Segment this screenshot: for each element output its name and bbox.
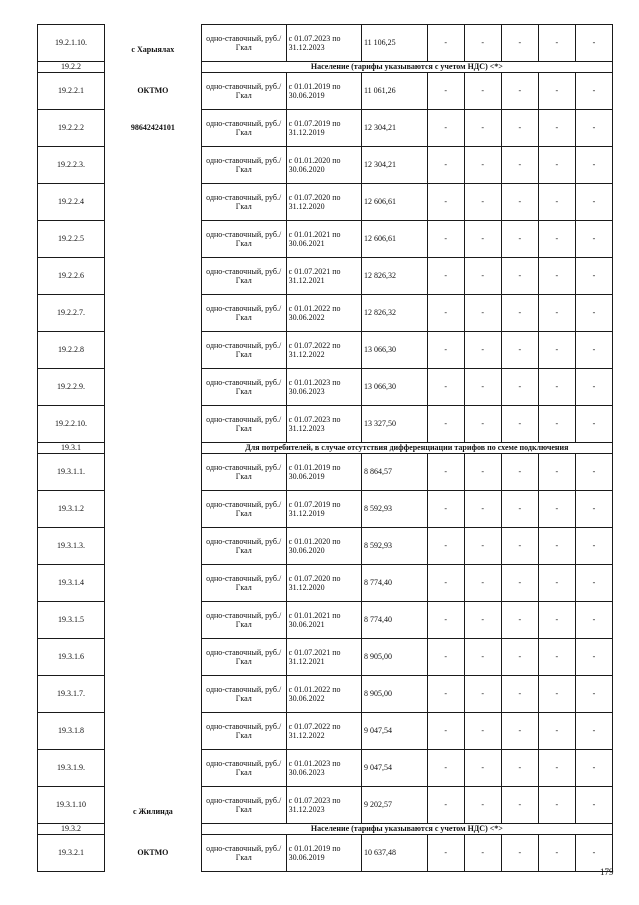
empty-value-dash: -	[501, 110, 538, 147]
tariff-value: 8 592,93	[361, 528, 427, 565]
tariff-value: 9 202,57	[361, 787, 427, 824]
section-title: Население (тарифы указываются с учетом НДС) <*>	[201, 824, 612, 835]
tariff-period: с 01.01.2020 по 30.06.2020	[286, 147, 361, 184]
empty-value-dash: -	[538, 295, 575, 332]
row-code: 19.2.2.1	[38, 73, 105, 110]
tariff-value: 12 304,21	[361, 110, 427, 147]
tariff-type: одно-ставочный, руб./Гкал	[201, 147, 286, 184]
empty-value-dash: -	[501, 221, 538, 258]
tariff-period: с 01.07.2020 по 31.12.2020	[286, 565, 361, 602]
settlement-cell	[104, 454, 201, 491]
empty-value-dash: -	[538, 602, 575, 639]
table-row	[38, 491, 613, 528]
empty-value-dash: -	[575, 25, 612, 62]
empty-value-dash: -	[464, 184, 501, 221]
settlement-cell	[104, 824, 201, 835]
empty-value-dash: -	[538, 184, 575, 221]
tariff-period: с 01.01.2019 по 30.06.2019	[286, 73, 361, 110]
settlement-cell	[104, 184, 201, 221]
row-code: 19.2.2.4	[38, 184, 105, 221]
empty-value-dash: -	[501, 406, 538, 443]
empty-value-dash: -	[575, 565, 612, 602]
tariff-period: с 01.07.2021 по 31.12.2021	[286, 258, 361, 295]
tariff-value: 13 327,50	[361, 406, 427, 443]
tariff-type: одно-ставочный, руб./Гкал	[201, 221, 286, 258]
tariff-type: одно-ставочный, руб./Гкал	[201, 73, 286, 110]
empty-value-dash: -	[501, 639, 538, 676]
section-code: 19.3.1	[38, 443, 105, 454]
tariff-type: одно-ставочный, руб./Гкал	[201, 835, 286, 872]
empty-value-dash: -	[427, 676, 464, 713]
tariff-value: 10 637,48	[361, 835, 427, 872]
row-code: 19.3.1.3.	[38, 528, 105, 565]
tariff-value: 8 774,40	[361, 565, 427, 602]
empty-value-dash: -	[575, 221, 612, 258]
tariff-period: с 01.01.2019 по 30.06.2019	[286, 835, 361, 872]
empty-value-dash: -	[575, 835, 612, 872]
settlement-label: с Жилинда	[132, 807, 173, 817]
tariff-table-body	[38, 25, 613, 872]
tariff-type: одно-ставочный, руб./Гкал	[201, 258, 286, 295]
empty-value-dash: -	[464, 295, 501, 332]
tariff-period: с 01.01.2019 по 30.06.2019	[286, 454, 361, 491]
settlement-cell	[104, 713, 201, 750]
tariff-value: 9 047,54	[361, 713, 427, 750]
empty-value-dash: -	[538, 528, 575, 565]
table-row	[38, 454, 613, 491]
section-code: 19.3.2	[38, 824, 105, 835]
empty-value-dash: -	[575, 602, 612, 639]
row-code: 19.3.1.6	[38, 639, 105, 676]
settlement-cell	[104, 25, 201, 62]
settlement-cell	[104, 110, 201, 147]
empty-value-dash: -	[464, 406, 501, 443]
table-row	[38, 713, 613, 750]
empty-value-dash: -	[501, 602, 538, 639]
empty-value-dash: -	[427, 454, 464, 491]
empty-value-dash: -	[464, 110, 501, 147]
empty-value-dash: -	[538, 25, 575, 62]
empty-value-dash: -	[538, 565, 575, 602]
row-code: 19.3.1.7.	[38, 676, 105, 713]
section-title: Население (тарифы указываются с учетом НДС) <*>	[201, 62, 612, 73]
settlement-cell	[104, 332, 201, 369]
row-code: 19.3.1.8	[38, 713, 105, 750]
empty-value-dash: -	[575, 110, 612, 147]
empty-value-dash: -	[575, 454, 612, 491]
table-row	[38, 676, 613, 713]
tariff-period: с 01.07.2022 по 31.12.2022	[286, 332, 361, 369]
empty-value-dash: -	[427, 565, 464, 602]
tariff-value: 8 905,00	[361, 676, 427, 713]
settlement-cell	[104, 406, 201, 443]
empty-value-dash: -	[575, 639, 612, 676]
tariff-value: 11 106,25	[361, 25, 427, 62]
empty-value-dash: -	[575, 369, 612, 406]
tariff-type: одно-ставочный, руб./Гкал	[201, 491, 286, 528]
empty-value-dash: -	[538, 713, 575, 750]
table-row	[38, 528, 613, 565]
tariff-type: одно-ставочный, руб./Гкал	[201, 528, 286, 565]
tariff-type: одно-ставочный, руб./Гкал	[201, 713, 286, 750]
empty-value-dash: -	[575, 332, 612, 369]
empty-value-dash: -	[538, 147, 575, 184]
empty-value-dash: -	[538, 332, 575, 369]
empty-value-dash: -	[501, 787, 538, 824]
settlement-cell	[104, 258, 201, 295]
settlement-label: ОКТМО	[137, 86, 169, 96]
empty-value-dash: -	[464, 750, 501, 787]
empty-value-dash: -	[501, 332, 538, 369]
row-code: 19.2.2.5	[38, 221, 105, 258]
table-row	[38, 787, 613, 824]
empty-value-dash: -	[464, 369, 501, 406]
empty-value-dash: -	[464, 602, 501, 639]
empty-value-dash: -	[501, 369, 538, 406]
empty-value-dash: -	[501, 528, 538, 565]
row-code: 19.3.1.1.	[38, 454, 105, 491]
table-row	[38, 221, 613, 258]
empty-value-dash: -	[427, 602, 464, 639]
empty-value-dash: -	[575, 73, 612, 110]
empty-value-dash: -	[427, 221, 464, 258]
empty-value-dash: -	[501, 295, 538, 332]
empty-value-dash: -	[538, 750, 575, 787]
settlement-cell	[104, 491, 201, 528]
page-number: 179	[600, 867, 614, 877]
empty-value-dash: -	[464, 528, 501, 565]
empty-value-dash: -	[464, 25, 501, 62]
empty-value-dash: -	[464, 332, 501, 369]
empty-value-dash: -	[538, 676, 575, 713]
settlement-label: 98642424101	[130, 123, 175, 133]
empty-value-dash: -	[427, 110, 464, 147]
tariff-value: 13 066,30	[361, 332, 427, 369]
empty-value-dash: -	[427, 258, 464, 295]
table-row	[38, 406, 613, 443]
empty-value-dash: -	[427, 491, 464, 528]
empty-value-dash: -	[575, 258, 612, 295]
row-code: 19.2.2.7.	[38, 295, 105, 332]
empty-value-dash: -	[427, 713, 464, 750]
empty-value-dash: -	[501, 73, 538, 110]
settlement-cell	[104, 750, 201, 787]
settlement-cell	[104, 676, 201, 713]
row-code: 19.3.1.9.	[38, 750, 105, 787]
tariff-type: одно-ставочный, руб./Гкал	[201, 110, 286, 147]
empty-value-dash: -	[575, 491, 612, 528]
table-row	[38, 73, 613, 110]
empty-value-dash: -	[575, 184, 612, 221]
settlement-cell	[104, 62, 201, 73]
empty-value-dash: -	[501, 676, 538, 713]
tariff-value: 12 606,61	[361, 184, 427, 221]
row-code: 19.3.1.5	[38, 602, 105, 639]
row-code: 19.2.1.10.	[38, 25, 105, 62]
tariff-value: 12 304,21	[361, 147, 427, 184]
empty-value-dash: -	[575, 528, 612, 565]
tariff-period: с 01.07.2019 по 31.12.2019	[286, 110, 361, 147]
settlement-cell	[104, 73, 201, 110]
tariff-period: с 01.07.2023 по 31.12.2023	[286, 406, 361, 443]
tariff-type: одно-ставочный, руб./Гкал	[201, 750, 286, 787]
tariff-period: с 01.01.2022 по 30.06.2022	[286, 676, 361, 713]
tariff-type: одно-ставочный, руб./Гкал	[201, 332, 286, 369]
empty-value-dash: -	[501, 25, 538, 62]
empty-value-dash: -	[427, 25, 464, 62]
empty-value-dash: -	[501, 713, 538, 750]
table-row	[38, 602, 613, 639]
tariff-period: с 01.01.2021 по 30.06.2021	[286, 602, 361, 639]
tariff-period: с 01.01.2023 по 30.06.2023	[286, 369, 361, 406]
empty-value-dash: -	[427, 406, 464, 443]
empty-value-dash: -	[464, 676, 501, 713]
table-row	[38, 332, 613, 369]
settlement-label: с Харыялах	[131, 45, 175, 55]
tariff-value: 9 047,54	[361, 750, 427, 787]
settlement-cell	[104, 565, 201, 602]
empty-value-dash: -	[575, 787, 612, 824]
settlement-cell	[104, 528, 201, 565]
row-code: 19.3.1.10	[38, 787, 105, 824]
empty-value-dash: -	[464, 787, 501, 824]
tariff-value: 12 606,61	[361, 221, 427, 258]
tariff-type: одно-ставочный, руб./Гкал	[201, 25, 286, 62]
settlement-cell	[104, 835, 201, 872]
table-row	[38, 147, 613, 184]
empty-value-dash: -	[427, 369, 464, 406]
empty-value-dash: -	[427, 639, 464, 676]
tariff-type: одно-ставочный, руб./Гкал	[201, 369, 286, 406]
empty-value-dash: -	[538, 369, 575, 406]
tariff-period: с 01.07.2019 по 31.12.2019	[286, 491, 361, 528]
row-code: 19.2.2.10.	[38, 406, 105, 443]
empty-value-dash: -	[538, 258, 575, 295]
empty-value-dash: -	[427, 73, 464, 110]
section-title: Для потребителей, в случае отсутствия дифференциации тарифов по схеме подключения	[201, 443, 612, 454]
empty-value-dash: -	[427, 184, 464, 221]
empty-value-dash: -	[538, 787, 575, 824]
row-code: 19.2.2.8	[38, 332, 105, 369]
table-row	[38, 110, 613, 147]
empty-value-dash: -	[427, 332, 464, 369]
tariff-value: 8 592,93	[361, 491, 427, 528]
row-code: 19.2.2.9.	[38, 369, 105, 406]
tariff-period: с 01.01.2020 по 30.06.2020	[286, 528, 361, 565]
empty-value-dash: -	[464, 454, 501, 491]
table-row	[38, 565, 613, 602]
empty-value-dash: -	[464, 713, 501, 750]
row-code: 19.2.2.6	[38, 258, 105, 295]
settlement-cell	[104, 147, 201, 184]
empty-value-dash: -	[464, 258, 501, 295]
tariff-period: с 01.01.2023 по 30.06.2023	[286, 750, 361, 787]
section-header-row	[38, 824, 613, 835]
empty-value-dash: -	[538, 406, 575, 443]
table-row	[38, 258, 613, 295]
empty-value-dash: -	[575, 750, 612, 787]
empty-value-dash: -	[575, 713, 612, 750]
empty-value-dash: -	[575, 676, 612, 713]
empty-value-dash: -	[501, 454, 538, 491]
tariff-type: одно-ставочный, руб./Гкал	[201, 454, 286, 491]
empty-value-dash: -	[464, 491, 501, 528]
tariff-period: с 01.07.2023 по 31.12.2023	[286, 25, 361, 62]
empty-value-dash: -	[464, 147, 501, 184]
section-header-row	[38, 62, 613, 73]
empty-value-dash: -	[501, 835, 538, 872]
tariff-value: 11 061,26	[361, 73, 427, 110]
empty-value-dash: -	[538, 454, 575, 491]
empty-value-dash: -	[575, 406, 612, 443]
empty-value-dash: -	[464, 835, 501, 872]
settlement-cell	[104, 787, 201, 824]
row-code: 19.2.2.3.	[38, 147, 105, 184]
empty-value-dash: -	[501, 750, 538, 787]
row-code: 19.2.2.2	[38, 110, 105, 147]
tariff-period: с 01.07.2023 по 31.12.2023	[286, 787, 361, 824]
table-row	[38, 835, 613, 872]
row-code: 19.3.2.1	[38, 835, 105, 872]
empty-value-dash: -	[501, 147, 538, 184]
tariff-period: с 01.01.2022 по 30.06.2022	[286, 295, 361, 332]
settlement-cell	[104, 369, 201, 406]
empty-value-dash: -	[501, 184, 538, 221]
tariff-period: с 01.07.2020 по 31.12.2020	[286, 184, 361, 221]
table-row	[38, 184, 613, 221]
table-row	[38, 25, 613, 62]
section-code: 19.2.2	[38, 62, 105, 73]
tariff-type: одно-ставочный, руб./Гкал	[201, 565, 286, 602]
empty-value-dash: -	[538, 110, 575, 147]
tariff-type: одно-ставочный, руб./Гкал	[201, 295, 286, 332]
empty-value-dash: -	[501, 491, 538, 528]
settlement-cell	[104, 639, 201, 676]
empty-value-dash: -	[501, 258, 538, 295]
tariff-value: 8 905,00	[361, 639, 427, 676]
tariff-type: одно-ставочный, руб./Гкал	[201, 676, 286, 713]
empty-value-dash: -	[575, 295, 612, 332]
empty-value-dash: -	[464, 565, 501, 602]
row-code: 19.3.1.2	[38, 491, 105, 528]
empty-value-dash: -	[538, 221, 575, 258]
tariff-table	[37, 24, 613, 872]
empty-value-dash: -	[427, 835, 464, 872]
tariff-type: одно-ставочный, руб./Гкал	[201, 602, 286, 639]
table-row	[38, 750, 613, 787]
empty-value-dash: -	[538, 491, 575, 528]
empty-value-dash: -	[464, 221, 501, 258]
tariff-value: 8 774,40	[361, 602, 427, 639]
empty-value-dash: -	[427, 147, 464, 184]
table-row	[38, 639, 613, 676]
tariff-type: одно-ставочный, руб./Гкал	[201, 787, 286, 824]
row-code: 19.3.1.4	[38, 565, 105, 602]
settlement-cell	[104, 602, 201, 639]
settlement-cell	[104, 443, 201, 454]
tariff-period: с 01.07.2022 по 31.12.2022	[286, 713, 361, 750]
tariff-value: 8 864,57	[361, 454, 427, 491]
settlement-cell	[104, 221, 201, 258]
tariff-value: 12 826,32	[361, 295, 427, 332]
empty-value-dash: -	[538, 639, 575, 676]
empty-value-dash: -	[575, 147, 612, 184]
empty-value-dash: -	[464, 639, 501, 676]
empty-value-dash: -	[538, 73, 575, 110]
table-row	[38, 369, 613, 406]
table-row	[38, 295, 613, 332]
empty-value-dash: -	[427, 528, 464, 565]
empty-value-dash: -	[538, 835, 575, 872]
tariff-period: с 01.07.2021 по 31.12.2021	[286, 639, 361, 676]
empty-value-dash: -	[427, 787, 464, 824]
settlement-label: ОКТМО	[137, 848, 169, 858]
empty-value-dash: -	[464, 73, 501, 110]
empty-value-dash: -	[427, 750, 464, 787]
empty-value-dash: -	[501, 565, 538, 602]
tariff-value: 13 066,30	[361, 369, 427, 406]
empty-value-dash: -	[427, 295, 464, 332]
tariff-type: одно-ставочный, руб./Гкал	[201, 184, 286, 221]
tariff-value: 12 826,32	[361, 258, 427, 295]
section-header-row	[38, 443, 613, 454]
tariff-period: с 01.01.2021 по 30.06.2021	[286, 221, 361, 258]
settlement-cell	[104, 295, 201, 332]
tariff-type: одно-ставочный, руб./Гкал	[201, 639, 286, 676]
tariff-type: одно-ставочный, руб./Гкал	[201, 406, 286, 443]
